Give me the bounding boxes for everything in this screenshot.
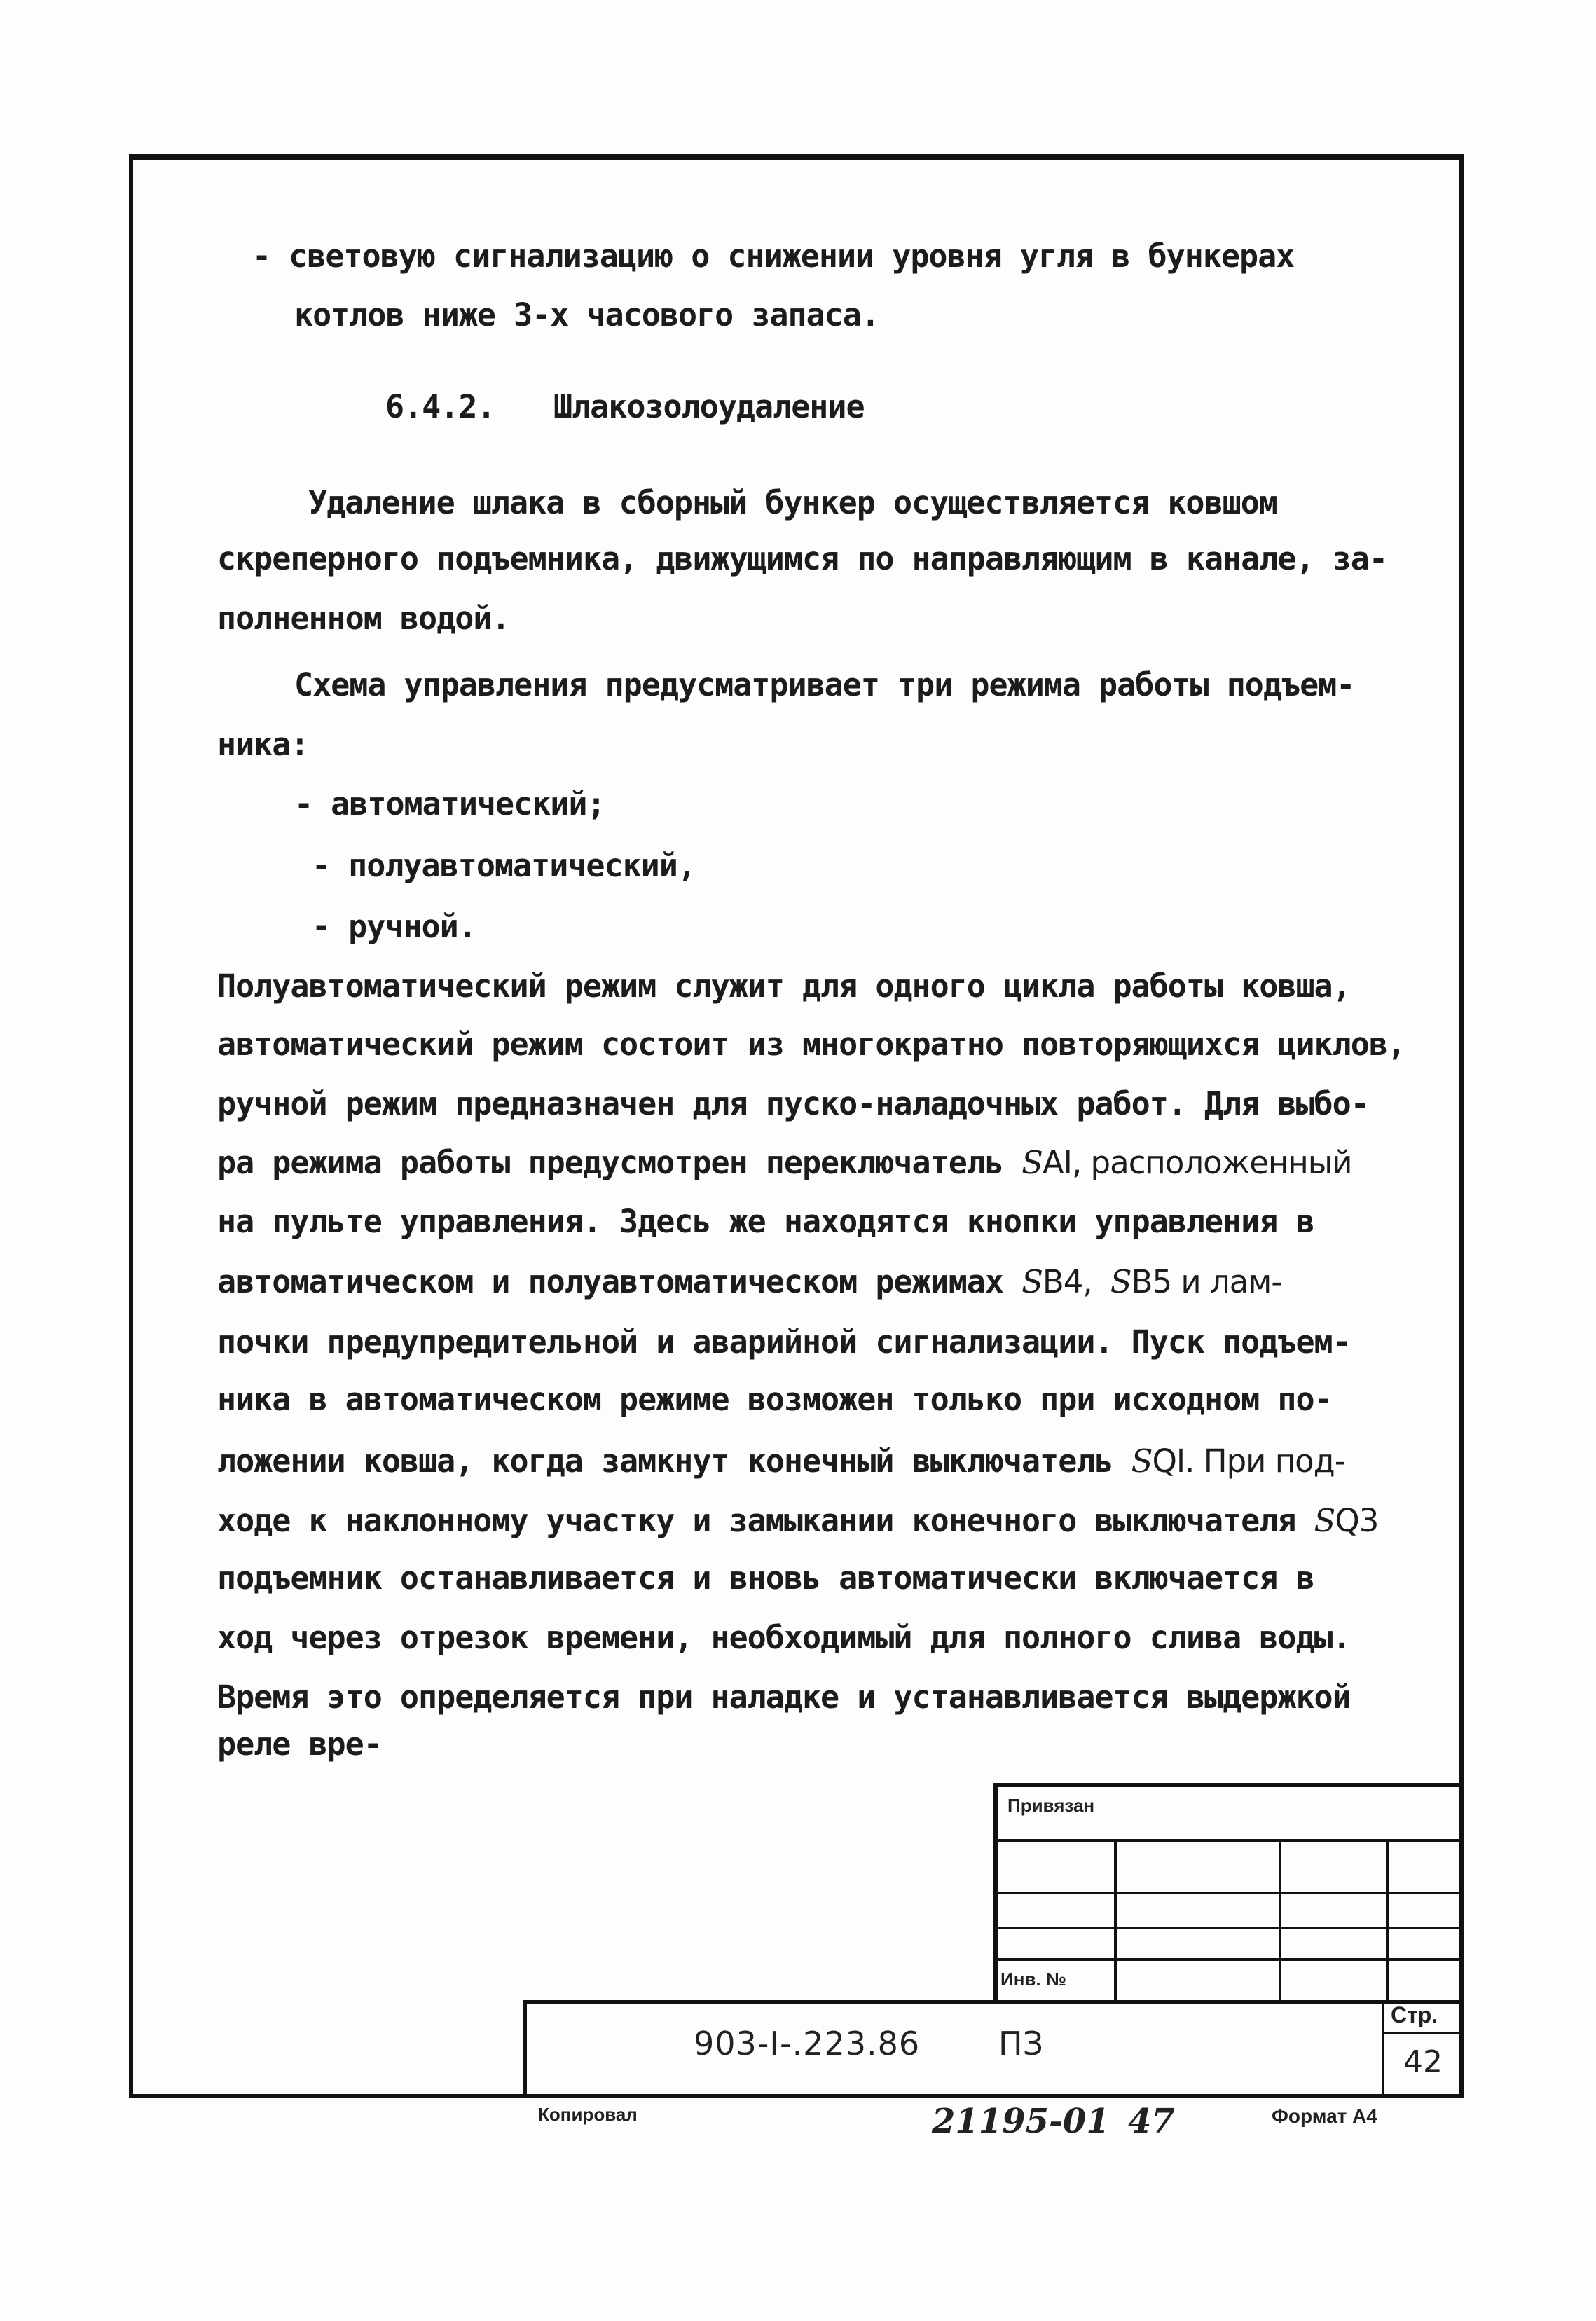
text-line: ручной режим предназначен для пуско-наладочных работ. Для выбо- [217,1085,1369,1122]
switch-s-symbol: S [1131,1442,1153,1480]
text-line: скреперного подъемника, движущимся по направляющим в канале, за- [217,540,1387,577]
table-rule [1386,1839,1389,2000]
text-fragment: B5 и лам- [1131,1263,1282,1300]
switch-s-symbol: S [1021,1144,1043,1181]
table-rule [1382,2032,1464,2034]
text-fragment: ра режима работы предусмотрен переключатель [217,1144,1003,1181]
format-label: Формат А4 [1272,2105,1377,2127]
page-number: 42 [1403,2044,1443,2080]
text-line: ника: [217,726,309,763]
text-line: ход через отрезок времени, необходимый для полного слива воды. [217,1619,1351,1656]
text-fragment: AI, расположенный [1042,1144,1352,1181]
text-line: полненном водой. [217,600,510,637]
text-line [217,1143,1352,1183]
table-rule [993,1892,1464,1894]
section-heading: Шлакозолоудаление [553,388,865,425]
text-line [217,1442,1345,1481]
table-rule [993,1958,1464,1961]
privyazan-label: Привязан [1007,1795,1095,1816]
text-line: - световую сигнализацию о снижении уровня угля в бункерах [252,237,1295,275]
handwritten-number: 21195-01 [932,2102,1110,2141]
list-item: - ручной. [312,908,476,945]
page-label: Стр. [1391,2002,1438,2027]
text-fragment: автоматическом и полуавтоматическом режимах [217,1263,1003,1300]
text-line: автоматический режим состоит из многократно повторяющихся циклов, [217,1026,1405,1063]
switch-s-symbol: S [1110,1263,1131,1300]
table-rule [993,1839,1464,1842]
text-fragment: QI. При под- [1152,1442,1346,1480]
list-item: - автоматический; [294,785,605,822]
text-fragment: ходе к наклонному участку и замыкании конечного выключателя [217,1502,1296,1539]
handwritten-sheet: 47 [1128,2102,1175,2141]
table-rule [993,1927,1464,1929]
text-line: подъемник останавливается и вновь автоматически включается в [217,1559,1314,1597]
text-line [217,1501,1378,1541]
document-type: ПЗ [998,2025,1044,2062]
table-rule [1114,1839,1117,2000]
text-line: Время это определяется при наладке и устанавливается выдержкой [217,1679,1351,1716]
document-code: 903-I-.223.86 [694,2025,921,2062]
table-rule [1279,1839,1281,2000]
section-number: 6.4.2. [385,388,495,425]
text-line: на пульте управления. Здесь же находятся кнопки управления в [217,1203,1314,1240]
switch-s-symbol: S [1314,1502,1335,1539]
text-line: котлов ниже 3-х часового запаса. [294,296,879,333]
text-line: реле вре- [217,1726,382,1763]
text-fragment: ложении ковша, когда замкнут конечный выключатель [217,1442,1113,1480]
inventory-number-label: Инв. № [1000,1969,1066,1990]
text-fragment: Q3 [1335,1502,1379,1539]
text-line [217,1262,1282,1302]
text-line: почки предупредительной и аварийной сигнализации. Пуск подъем- [217,1323,1351,1361]
text-line: Схема управления предусматривает три режима работы подъем- [294,666,1355,703]
table-rule [1382,2000,1384,2098]
copied-by-label: Копировал [538,2104,638,2125]
text-fragment: B4, [1042,1263,1092,1300]
text-line: Удаление шлака в сборный бункер осуществляется ковшом [308,484,1277,521]
title-block [523,2000,1464,2098]
text-line: Полуавтоматический режим служит для одного цикла работы ковша, [217,967,1351,1005]
switch-s-symbol: S [1021,1263,1043,1300]
list-item: - полуавтоматический, [312,847,696,884]
text-line: ника в автоматическом режиме возможен только при исходном по- [217,1381,1333,1418]
